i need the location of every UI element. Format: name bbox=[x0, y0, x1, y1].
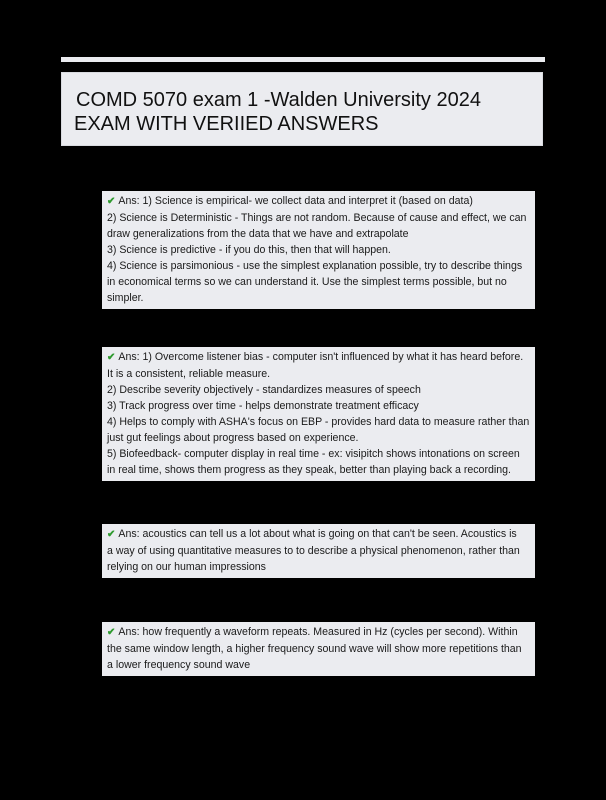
answer-text: 4) Science is parsimonious - use the simplest explanation possible, try to describe things bbox=[107, 260, 523, 272]
answer-block-1 bbox=[102, 191, 535, 309]
answer-text: in economical terms so we can understand it. Use the simplest terms possible, but no bbox=[107, 276, 507, 288]
top-divider bbox=[61, 57, 545, 62]
answer-text: 2) Describe severity objectively - standardizes measures of speech bbox=[107, 384, 421, 396]
page-title-line-1: COMD 5070 exam 1 -Walden University 2024 bbox=[76, 89, 481, 111]
answer-text: Ans: 1) Overcome listener bias - computer isn't influenced by what it has heard before. bbox=[118, 351, 524, 363]
answer-text: It is a consistent, reliable measure. bbox=[107, 368, 271, 380]
answer-text: draw generalizations from the data that we have and extrapolate bbox=[107, 228, 409, 240]
checkmark-icon: ✔ bbox=[107, 529, 116, 540]
answer-block-3 bbox=[102, 524, 535, 578]
title-banner bbox=[61, 72, 543, 146]
answer-text: 3) Track progress over time - helps demonstrate treatment efficacy bbox=[107, 400, 419, 412]
answer-text: just gut feelings about progress based on experience. bbox=[107, 432, 359, 444]
page-title-line-2: EXAM WITH VERIIED ANSWERS bbox=[74, 113, 379, 135]
answer-text: the same window length, a higher frequency sound wave will show more repetitions than bbox=[107, 643, 522, 655]
answer-text: simpler. bbox=[107, 292, 144, 304]
answer-text: 4) Helps to comply with ASHA's focus on EBP - provides hard data to measure rather than bbox=[107, 416, 530, 428]
answer-text: relying on our human impressions bbox=[107, 561, 266, 573]
answer-text: 2) Science is Deterministic - Things are not random. Because of cause and effect, we can bbox=[107, 212, 527, 224]
checkmark-icon: ✔ bbox=[107, 196, 116, 207]
checkmark-icon: ✔ bbox=[107, 627, 116, 638]
answer-text: in real time, shows them progress as they speak, better than playing back a recording. bbox=[107, 464, 511, 476]
answer-text: Ans: acoustics can tell us a lot about what is going on that can't be seen. Acoustics is bbox=[118, 528, 517, 540]
answer-block-2 bbox=[102, 347, 535, 481]
answer-text: a way of using quantitative measures to to describe a physical phenomenon, rather than bbox=[107, 545, 520, 557]
answer-text: a lower frequency sound wave bbox=[107, 659, 251, 671]
checkmark-icon: ✔ bbox=[107, 352, 116, 363]
answer-text: 3) Science is predictive - if you do this, then that will happen. bbox=[107, 244, 391, 256]
answer-block-4 bbox=[102, 622, 535, 676]
answer-text: Ans: how frequently a waveform repeats. Measured in Hz (cycles per second). Within bbox=[118, 626, 518, 638]
answer-text: Ans: 1) Science is empirical- we collect data and interpret it (based on data) bbox=[118, 195, 473, 207]
answer-text: 5) Biofeedback- computer display in real time - ex: visipitch shows intonations on screen bbox=[107, 448, 520, 460]
